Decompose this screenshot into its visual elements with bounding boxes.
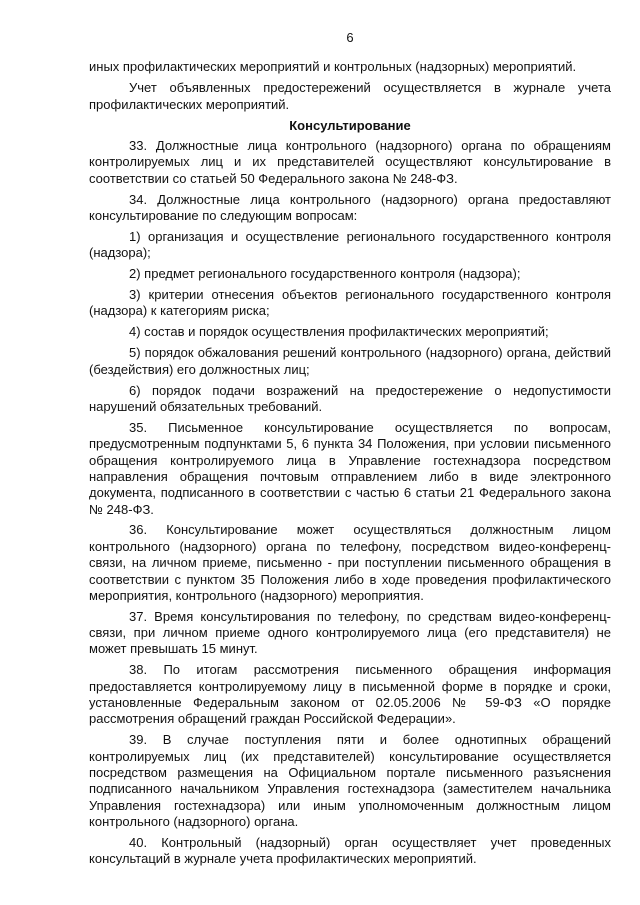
paragraph-warnings-journal: Учет объявленных предостережений осуществляется в журнале учета профилактических мероприятий. bbox=[89, 80, 611, 112]
paragraph-item-34: 34. Должностные лица контрольного (надзорного) органа предоставляют консультирование по следующим вопросам: bbox=[89, 191, 611, 223]
paragraph-subitem-3: 3) критерии отнесения объектов регионального государственного контроля (надзора) к категориям риска; bbox=[89, 287, 611, 319]
paragraph-subitem-4: 4) состав и порядок осуществления профилактических мероприятий; bbox=[129, 324, 549, 340]
section-heading: Консультирование bbox=[289, 117, 411, 133]
paragraph-continuation: иных профилактических мероприятий и контрольных (надзорных) мероприятий. bbox=[89, 59, 577, 75]
paragraph-item-40: 40. Контрольный (надзорный) орган осуществляет учет проведенных консультаций в журнале учета профилактических мероприятий. bbox=[89, 835, 611, 867]
paragraph-subitem-1: 1) организация и осуществление регионального государственного контроля (надзора); bbox=[89, 228, 611, 261]
paragraph-subitem-6: 6) порядок подачи возражений на предостережение о недопустимости нарушений обязательных требований. bbox=[89, 382, 611, 414]
paragraph-subitem-5: 5) порядок обжалования решений контрольного (надзорного) органа, действий (бездействия) его должностных лиц; bbox=[89, 345, 611, 377]
document-page bbox=[89, 30, 611, 872]
paragraph-item-36: 36. Консультирование может осуществляться должностным лицом контрольного (надзорного) органа по телефону, посредством видео-конференц-связи, на личном приеме, письменно - при поступлении письменного обращения в соответствии с пунктом 35 Положения либо в ходе проведения профилактического мероприятия, контрольного (надзорного) мероприятия. bbox=[89, 522, 611, 603]
paragraph-item-35: 35. Письменное консультирование осуществляется по вопросам, предусмотренным подпунктами 5, 6 пункта 34 Положения, при условии письменного обращения контролируемого лица в Управление гостехнадзора посредством направления обращения почтовым отправлением либо в виде электронного документа, подписанного в соответствии с частью 6 статьи 21 Федерального закона № 248-ФЗ. bbox=[89, 419, 611, 517]
paragraph-item-38: 38. По итогам рассмотрения письменного обращения информация предоставляется контролируемому лицу в письменной форме в порядке и сроки, установленные Федеральным законом от 02.05.2006 № 59-ФЗ «О порядке рассмотрения обращений граждан Российской Федерации». bbox=[89, 662, 611, 727]
paragraph-item-37: 37. Время консультирования по телефону, по средствам видео-конференц-связи, при личном приеме одного контролируемого лица (его представителя) не может превышать 15 минут. bbox=[89, 608, 611, 657]
paragraph-item-33: 33. Должностные лица контрольного (надзорного) органа по обращениям контролируемых лиц и их представителей осуществляют консультирование в соответствии со статьей 50 Федерального закона № 248-ФЗ. bbox=[89, 137, 611, 186]
paragraph-subitem-2: 2) предмет регионального государственного контроля (надзора); bbox=[129, 266, 521, 282]
paragraph-item-39: 39. В случае поступления пяти и более однотипных обращений контролируемых лиц (их представителей) консультирование осуществляется посредством размещения на Официальном портале письменного разъяснения подписанного начальником Управления гостехнадзора (заместителем начальника Управления гостехнадзора) или иным уполномоченным должностным лицом контрольного (надзорного) органа. bbox=[89, 732, 611, 830]
page-number: 6 bbox=[346, 30, 354, 45]
